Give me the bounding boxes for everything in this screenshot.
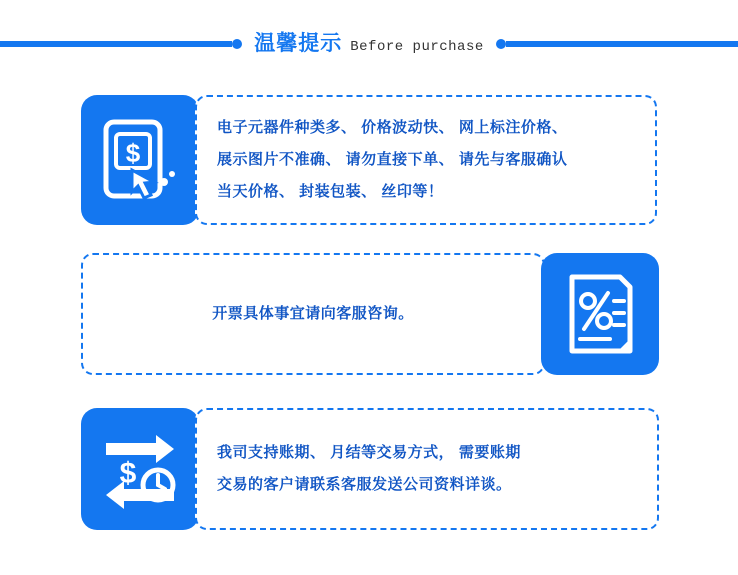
notice-line: 电子元器件种类多、 价格波动快、 网上标注价格、 — [217, 119, 568, 136]
notice-line: 交易的客户请联系客服发送公司资料详谈。 — [217, 476, 512, 493]
notice-text-pricing — [195, 95, 657, 225]
notice-block-pricing — [81, 95, 657, 225]
header-rule-right-cap — [496, 39, 506, 49]
payment-term-clock-icon — [81, 408, 199, 530]
svg-text:$: $ — [119, 457, 137, 490]
header-rule-left-cap — [232, 39, 242, 49]
price-tag-touch-icon — [81, 95, 199, 225]
invoice-percent-icon — [541, 253, 659, 375]
notice-line: 展示图片不准确、 请勿直接下单、 请先与客服确认 — [217, 151, 568, 168]
svg-text:$: $ — [125, 138, 141, 168]
notice-text-payment-terms — [195, 408, 659, 530]
notice-line: 当天价格、 封装包装、 丝印等！ — [217, 183, 444, 200]
header-rule-left — [0, 41, 232, 47]
header-title — [242, 27, 496, 57]
notice-block-invoice — [81, 253, 659, 375]
header-title-cn: 温馨提示 — [254, 32, 343, 55]
header-banner — [0, 24, 738, 60]
header-title-en: Before purchase — [350, 39, 484, 55]
header-rule-right — [506, 41, 738, 47]
notice-line: 我司支持账期、 月结等交易方式， 需要账期 — [217, 444, 521, 461]
notice-text-invoice — [81, 253, 545, 375]
notice-block-payment-terms — [81, 408, 659, 530]
notice-line: 开票具体事宜请向客服咨询。 — [212, 305, 414, 322]
